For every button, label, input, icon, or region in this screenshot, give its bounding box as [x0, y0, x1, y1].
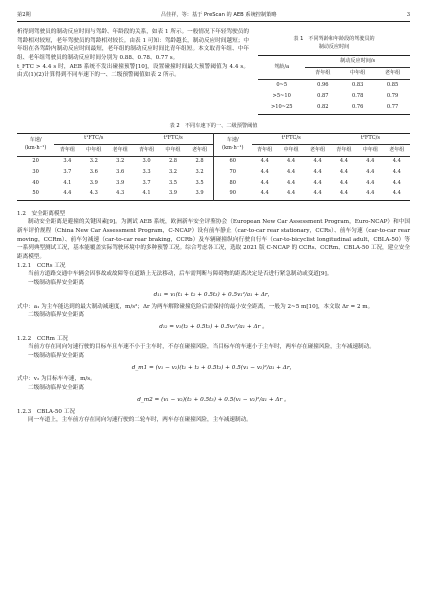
table2-group: 中年组	[278, 145, 304, 157]
table2-group: 青年组	[252, 145, 278, 157]
table2-cell: 4.4	[366, 169, 375, 176]
table1-col-header: 老年组	[375, 68, 410, 80]
equation: d_m1 = (v₁ − v₂)(t₁ + t₂ + 0.5t₃) + 0.5(v₁ − v₂)²/a₁ + Δr，	[131, 364, 296, 371]
table2-group: 老年组	[107, 145, 133, 157]
subsection-heading: 1.2.2 CCRm 工况	[17, 335, 68, 342]
equation-label: 二级制动临界安全距离	[28, 312, 84, 319]
table2-cell: 4.4	[313, 169, 322, 176]
table2-speed-header-right	[213, 133, 251, 156]
top-section	[17, 28, 410, 115]
table2-cell: 4.1	[63, 179, 72, 186]
table1-block	[258, 28, 410, 115]
table1-col-header: 中年组	[340, 68, 375, 80]
section-paragraph: 当前方道路交通中车辆会因事故或故障等在道路上无法移动，后车需判断与障碍物的距离决定是否进行紧急制动或变道[9]。	[28, 271, 333, 278]
table2-cell: 3.9	[116, 179, 125, 186]
table2-cell: 3.7	[142, 179, 151, 186]
table2-cell: 4.4	[339, 179, 348, 186]
table2-cell: 4.4	[392, 179, 401, 186]
table2-cell: 4.4	[287, 179, 296, 186]
table2	[17, 133, 410, 201]
intro-paragraph-1: 析得到驾驶员的制动反应时间与驾龄、年龄段的关系，如表 1 所示。一般情况下年轻驾驶员的驾龄相对较短，老年驾驶员的驾龄相对较长。由表 1 可知：驾龄越长，制动反应时间越短；中年组在各驾龄内制动反应时间最短，老年组的制动反应时间比青年组短。本文取青年组、中年组、老年组驾驶员的制动反应时间分别为 0.88、0.78、0.77 s。	[17, 29, 249, 61]
table2-cell: 4.4	[260, 179, 269, 186]
table2-group: 青年组	[133, 145, 159, 157]
table2-cell: 4.4	[313, 179, 322, 186]
table1-cell: 0.87	[317, 93, 329, 100]
table2-cell: 3.9	[168, 190, 178, 197]
table2-speed-header-left	[17, 133, 54, 156]
table1-caption	[258, 36, 410, 51]
table-row	[17, 178, 410, 189]
table1-col-header: 青年组	[305, 68, 340, 80]
table2-cell: 4.4	[260, 158, 269, 165]
table2-cell: 60	[213, 157, 251, 168]
table2-group: 中年组	[81, 145, 107, 157]
table2-cell: 2.8	[168, 158, 178, 165]
intro-paragraph-2: t_FTC > 4.4 s 时，AEB 系统不发出碰撞预警[10]，设置碰撞时间最大预警阈值为 4.4 s。由式(1)(2)计算得到不同车速下的一、二级预警阈值如表 2 所示。	[17, 63, 249, 79]
table2-cell: 4.4	[260, 169, 269, 176]
table2-body	[17, 157, 410, 201]
table2-cell: 3.5	[168, 179, 178, 186]
table1-cell: 0.82	[317, 104, 329, 111]
section-paragraph: 同一车道上，主车前方存在同向匀速行驶的二轮车时，两车存在碰撞风险，主车减速制动。	[28, 417, 252, 424]
table1	[258, 55, 410, 114]
subsection-heading: 1.2.1 CCRs 工况	[17, 262, 66, 269]
table2-cell: 3.7	[63, 169, 72, 176]
table1-cell: 0.78	[351, 93, 364, 100]
table1-cell: 0.76	[351, 104, 364, 111]
table1-cell: 0.96	[317, 82, 329, 89]
table2-group: 中年组	[357, 145, 383, 157]
section-heading: 1.2 安全距离模型	[17, 210, 66, 217]
table2-cell: 4.4	[287, 190, 296, 197]
table2-group: 老年组	[186, 145, 213, 157]
table2-cell: 4.4	[260, 190, 269, 197]
table2-group: 中年组	[160, 145, 186, 157]
table1-cell: 0.77	[386, 104, 399, 111]
table-row	[17, 157, 410, 168]
speed-header-text: 车速/	[226, 137, 239, 144]
subsection-heading: 1.2.3 CBLA-50 工况	[17, 408, 75, 415]
table2-cell: 90	[213, 189, 251, 200]
table2-cell: 4.4	[287, 169, 296, 176]
table1-caption-line2: 制动反应时间	[318, 43, 350, 50]
table2-cell: 4.4	[366, 158, 375, 165]
table2-cell: 4.4	[63, 190, 72, 197]
table1-cell: 0.79	[386, 93, 399, 100]
issue-label: 第2期	[17, 11, 31, 18]
table2-cell: 3.2	[168, 169, 178, 176]
table2-cell: 80	[213, 178, 251, 189]
table2-t1-header: t¹FTC/s	[54, 133, 133, 145]
table2-caption: 表 2 不同车速下的一、二级预警阈值	[169, 122, 258, 129]
table2-cell: 4.4	[339, 169, 348, 176]
equation-label: 一级制动临界安全距离	[28, 352, 84, 359]
table2-cell: 40	[32, 179, 39, 186]
table2-cell: 3.3	[142, 169, 151, 176]
equation: d₁₂ = v₁(t₂ + 0.5t₃) + 0.5v₁²/a₁ + Δr 。	[159, 323, 268, 330]
table-row	[258, 103, 410, 115]
table2-cell: 3.2	[116, 158, 125, 165]
equation-label: 二级制动临界安全距离	[28, 385, 84, 392]
main-text	[17, 210, 410, 425]
table2-cell: 3.6	[116, 169, 125, 176]
table2-cell: 4.4	[287, 158, 296, 165]
table2-cell: 4.4	[313, 158, 322, 165]
table-row	[17, 189, 410, 200]
table2-cell: 4.4	[392, 190, 401, 197]
table2-cell: 3.2	[195, 169, 204, 176]
table2-t2-header: t²FTC/s	[331, 133, 410, 145]
table2-group: 青年组	[54, 145, 80, 157]
table2-cell: 50	[32, 190, 39, 197]
speed-unit-text: (km·h⁻¹)	[24, 144, 47, 151]
table2-group: 青年组	[331, 145, 357, 157]
table2-cell: 3.5	[195, 179, 204, 186]
equation: d₁₁ = v₁(t₁ + t₂ + 0.5t₃) + 0.5v₁²/a₁ + Δr，	[153, 291, 274, 298]
table1-cell: 0.83	[351, 82, 364, 89]
table-row	[258, 80, 410, 92]
running-title: 吕佳祥，等：基于 PreScan 的 AEB 系统控制策略	[160, 11, 277, 18]
table-row	[17, 168, 410, 179]
table1-col0-header: 驾龄/a	[258, 56, 305, 80]
table1-row-label: >5~10	[272, 93, 291, 100]
table2-t2-header: t²FTC/s	[133, 133, 213, 145]
table1-group-header: 制动反应时间/s	[305, 56, 410, 68]
table2-cell: 70	[213, 168, 251, 179]
table2-cell: 3.0	[142, 158, 151, 165]
table1-caption-line1: 表 1 不同驾龄和年龄段的驾驶员的	[293, 36, 375, 42]
table2-cell: 4.4	[339, 190, 348, 197]
section-paragraph: 制动安全距离是避撞的关键因素[9]。为测试 AEB 系统，欧洲新车安全评鉴协会（European New Car Assessment Program，Euro-NCAP）和中国新车评价规程（China New Car Assessment Program，C-NCAP）设有前车静止（car-to-car rear stationary，CCRs）、前车匀速（car-to-car rear moving，CCRm）、前车匀减速（car-to-car rear braking，CCRb）及车辆碰撞纵向行驶自行车（car-to-bicyclist longitudinal adult，CBLA-50）等一系列典型测试工况，基本能覆盖实际驾驶环境中的多种预警工况。综合考虑各工况，选取 2021 版 C-NCAP 的 CCRs、CCRm、CBLA-50 工况，建立安全距离模型。	[17, 219, 410, 261]
table2-cell: 4.4	[366, 179, 375, 186]
table2-group: 老年组	[384, 145, 410, 157]
table2-cell: 4.3	[89, 190, 98, 197]
table2-cell: 3.6	[89, 169, 98, 176]
table2-cell: 4.4	[366, 190, 375, 197]
table2-cell: 4.4	[313, 190, 322, 197]
speed-header-text: 车速/	[29, 137, 42, 144]
table1-row-label: 0~5	[276, 82, 288, 89]
table1-row-label: >10~25	[270, 104, 293, 111]
table2-cell: 20	[32, 158, 39, 165]
table2-cell: 3.9	[195, 190, 204, 197]
table2-cell: 3.2	[89, 158, 98, 165]
table2-cell: 2.8	[195, 158, 204, 165]
table2-cell: 3.4	[63, 158, 72, 165]
table1-cell: 0.85	[386, 82, 399, 89]
table2-cell: 3.9	[89, 179, 98, 186]
table2-group: 老年组	[304, 145, 330, 157]
equation-description: 式中：v₂ 为目标车车速，m/s。	[17, 376, 96, 383]
table2-t1-header: t¹FTC/s	[252, 133, 331, 145]
table2-cell: 4.4	[339, 158, 348, 165]
page-number: 3	[406, 11, 410, 18]
table2-cell: 4.3	[116, 190, 125, 197]
intro-column	[17, 28, 249, 115]
speed-unit-text: (km·h⁻¹)	[221, 144, 244, 151]
table2-cell: 4.1	[142, 190, 151, 197]
equation-label: 一级制动临界安全距离	[28, 280, 84, 287]
table2-cell: 30	[32, 169, 39, 176]
equation: d_m2 = (v₁ − v₂)(t₂ + 0.5t₃) + 0.5(v₁ − v₂)²/a₁ + Δr 。	[137, 396, 290, 403]
section-paragraph: 当前方存在同向匀速行驶的目标车且车速不小于主车时，不存在碰撞风险，当目标车的车速小于主车时，两车存在碰撞风险，主车减速制动。	[28, 344, 375, 351]
equation-description: 式中：a₁ 为主车能达到的最大制动减速度，m/s²；Δr 为两车解除碰撞危险后需保持的最小安全距离，一般为 2~5 m[10]，本文取 Δr = 2 m。	[17, 303, 374, 310]
running-head	[17, 8, 410, 22]
table2-cell: 4.4	[392, 169, 401, 176]
table2-cell: 4.4	[392, 158, 401, 165]
table-row	[258, 92, 410, 103]
